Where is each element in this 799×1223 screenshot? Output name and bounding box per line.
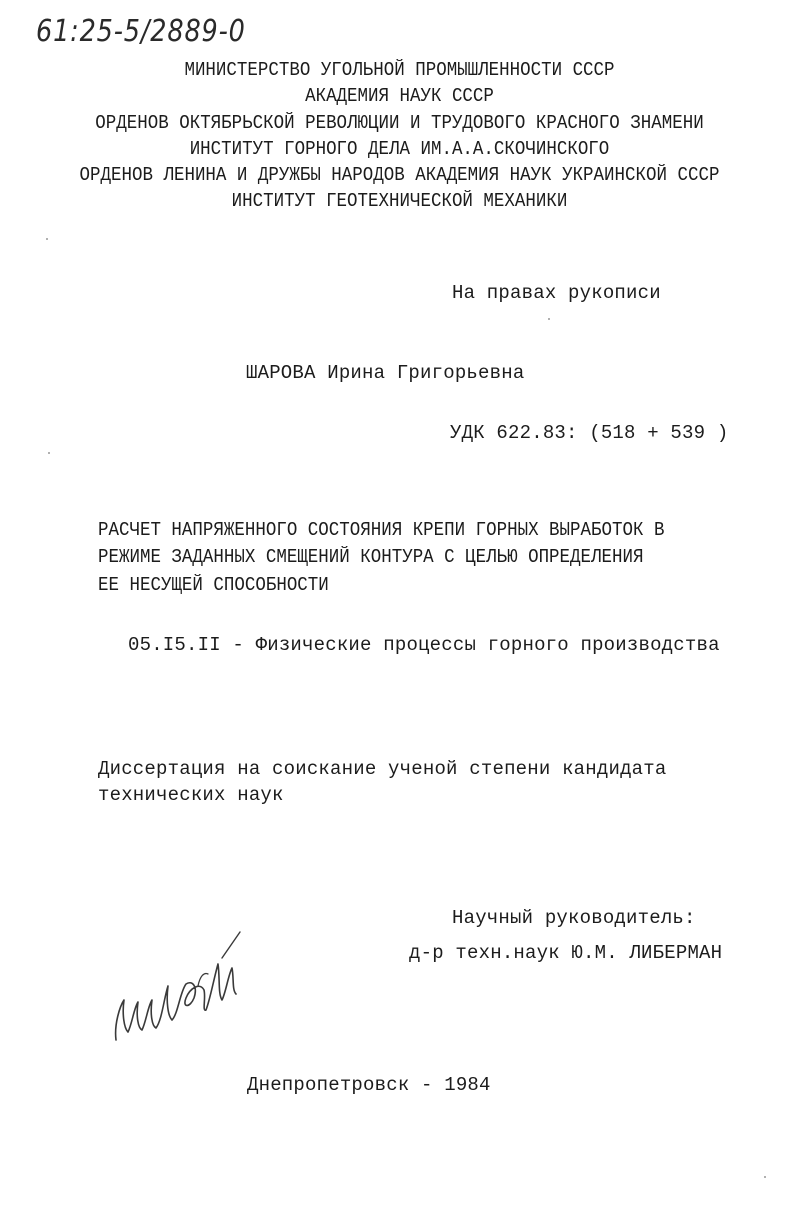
author-name: ШАРОВА Ирина Григорьевна	[246, 362, 525, 384]
title-line-1: РАСЧЕТ НАПРЯЖЕННОГО СОСТОЯНИЯ КРЕПИ ГОРНЫХ ВЫРАБОТОК В	[98, 519, 665, 541]
dissertation-line-2: технических наук	[98, 784, 284, 806]
header-line-ministry: МИНИСТЕРСТВО УГОЛЬНОЙ ПРОМЫШЛЕННОСТИ СССР	[184, 59, 615, 81]
title-line-2: РЕЖИМЕ ЗАДАННЫХ СМЕЩЕНИЙ КОНТУРА С ЦЕЛЬЮ ОПРЕДЕЛЕНИЯ	[98, 546, 644, 568]
scan-speck	[764, 1176, 766, 1178]
udc-code: УДК 622.83: (518 + 539 )	[450, 422, 729, 444]
header-line-order-revolution: ОРДЕНОВ ОКТЯБРЬСКОЙ РЕВОЛЮЦИИ И ТРУДОВОГО КРАСНОГО ЗНАМЕНИ	[95, 112, 704, 134]
scan-speck	[46, 238, 48, 240]
manuscript-note: На правах рукописи	[452, 282, 661, 304]
specialty-code: 05.I5.II - Физические процессы горного производства	[128, 634, 720, 656]
supervisor-label: Научный руководитель:	[452, 907, 696, 929]
dissertation-line-1: Диссертация на соискание ученой степени кандидата	[98, 758, 667, 780]
supervisor-name: д-р техн.наук Ю.М. ЛИБЕРМАН	[409, 942, 723, 964]
header-line-institute-geotech: ИНСТИТУТ ГЕОТЕХНИЧЕСКОЙ МЕХАНИКИ	[231, 190, 568, 212]
scan-speck	[548, 318, 550, 320]
place-year: Днепропетровск - 1984	[247, 1074, 491, 1096]
title-line-3: ЕЕ НЕСУЩЕЙ СПОСОБНОСТИ	[98, 574, 329, 596]
header-line-institute-mining: ИНСТИТУТ ГОРНОГО ДЕЛА ИМ.А.А.СКОЧИНСКОГО	[189, 138, 610, 160]
scan-speck	[48, 452, 50, 454]
author-signature	[110, 928, 250, 1048]
header-line-academy: АКАДЕМИЯ НАУК СССР	[305, 85, 494, 107]
header-line-order-lenin: ОРДЕНОВ ЛЕНИНА И ДРУЖБЫ НАРОДОВ АКАДЕМИЯ НАУК УКРАИНСКОЙ СССР	[79, 164, 720, 186]
archive-number: 61:25-5/2889-0	[36, 14, 246, 49]
